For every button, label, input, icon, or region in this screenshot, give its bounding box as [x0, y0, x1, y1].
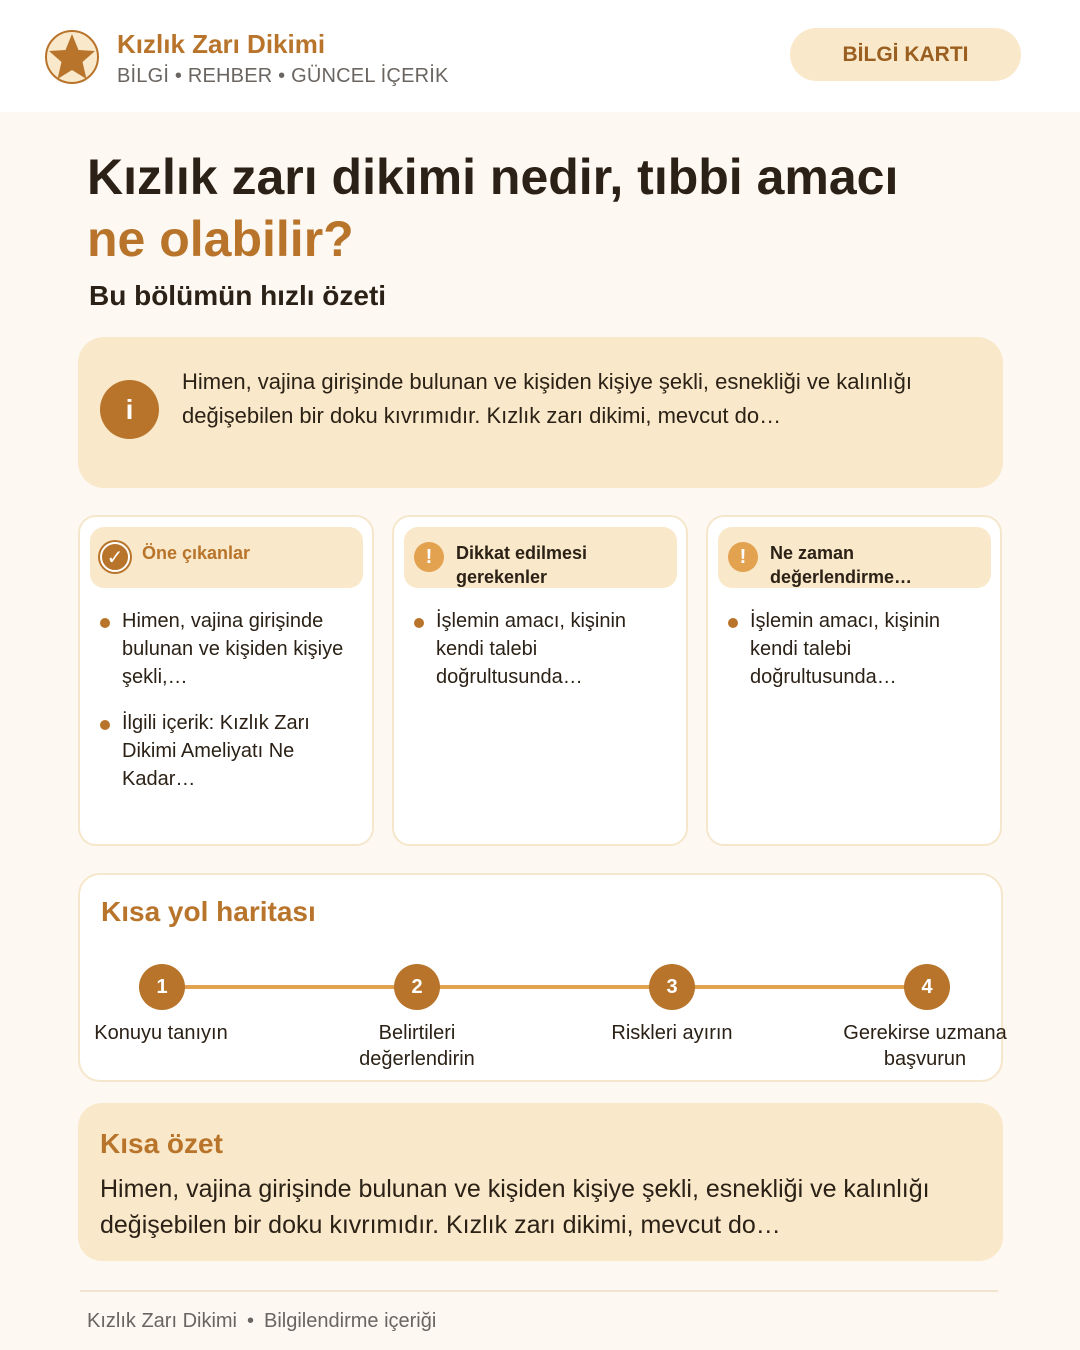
evaluation-title: Ne zaman değerlendirme…	[770, 543, 913, 587]
evaluation-card-header	[718, 527, 991, 588]
page-footer	[87, 1310, 436, 1333]
evaluation-card	[706, 515, 1002, 846]
cautions-list	[414, 607, 679, 709]
step-4-number: 4	[904, 964, 950, 1010]
step-2-number: 2	[394, 964, 440, 1010]
step-4-label: Gerekirse uzmana başvurun	[843, 1022, 1007, 1070]
highlights-title: Öne çıkanlar	[142, 543, 251, 563]
check-circle-icon: ✓	[100, 542, 130, 572]
step-1-label: Konuyu tanıyın	[94, 1022, 228, 1044]
summary-card	[78, 1103, 1003, 1261]
footer-divider	[80, 1290, 998, 1292]
section-subtitle: Bu bölümün hızlı özeti	[89, 280, 387, 311]
page-title	[87, 146, 987, 270]
summary-text: Himen, vajina girişinde bulunan ve kişiden kişiye şekli, esnekliği ve kalınlığı değişebilen bir doku kıvrımıdır. Kızlık zarı dikimi, mevcut do…	[100, 1175, 930, 1239]
brand-tagline: BİLGİ • REHBER • GÜNCEL İÇERİK	[117, 65, 449, 87]
footer-separator: •	[247, 1310, 255, 1332]
list-item: Himen, vajina girişinde bulunan ve kişiden kişiye şekli,…	[100, 607, 365, 691]
title-line-2: ne olabilir?	[87, 211, 354, 267]
list-item: İşlemin amacı, kişinin kendi talebi doğrultusunda…	[728, 607, 993, 691]
warning-icon: !	[728, 542, 758, 572]
cautions-card	[392, 515, 688, 846]
evaluation-list	[728, 607, 993, 709]
footer-note: Bilgilendirme içeriği	[264, 1310, 437, 1332]
intro-card	[78, 337, 1003, 488]
step-2-label: Belirtileri değerlendirin	[359, 1022, 475, 1070]
title-line-1: Kızlık zarı dikimi nedir, tıbbi amacı	[87, 149, 899, 205]
list-item: İlgili içerik: Kızlık Zarı Dikimi Ameliyatı Ne Kadar…	[100, 709, 365, 793]
brand-name: Kızlık Zarı Dikimi	[117, 29, 326, 59]
info-card-badge: BİLGİ KARTI	[790, 28, 1021, 81]
list-item: İşlemin amacı, kişinin kendi talebi doğrultusunda…	[414, 607, 679, 691]
roadmap-card	[78, 873, 1007, 1082]
step-1-number: 1	[139, 964, 185, 1010]
roadmap-title: Kısa yol haritası	[101, 896, 316, 927]
cautions-card-header	[404, 527, 677, 588]
footer-brand: Kızlık Zarı Dikimi	[87, 1310, 237, 1332]
highlights-card	[78, 515, 374, 846]
warning-icon: !	[414, 542, 444, 572]
intro-text: Himen, vajina girişinde bulunan ve kişiden kişiye şekli, esnekliği ve kalınlığı değişebilen bir doku kıvrımıdır. Kızlık zarı dikimi, mevcut do…	[182, 369, 913, 428]
info-icon: i	[100, 380, 159, 439]
page-header	[0, 0, 1080, 112]
roadmap-line	[162, 985, 927, 989]
star-badge-icon	[43, 28, 101, 88]
highlights-list	[100, 607, 365, 811]
step-3-label: Riskleri ayırın	[611, 1022, 733, 1044]
highlights-card-header	[90, 527, 363, 588]
summary-title: Kısa özet	[100, 1128, 223, 1159]
step-3-number: 3	[649, 964, 695, 1010]
cautions-title: Dikkat edilmesi gerekenler	[456, 543, 588, 587]
